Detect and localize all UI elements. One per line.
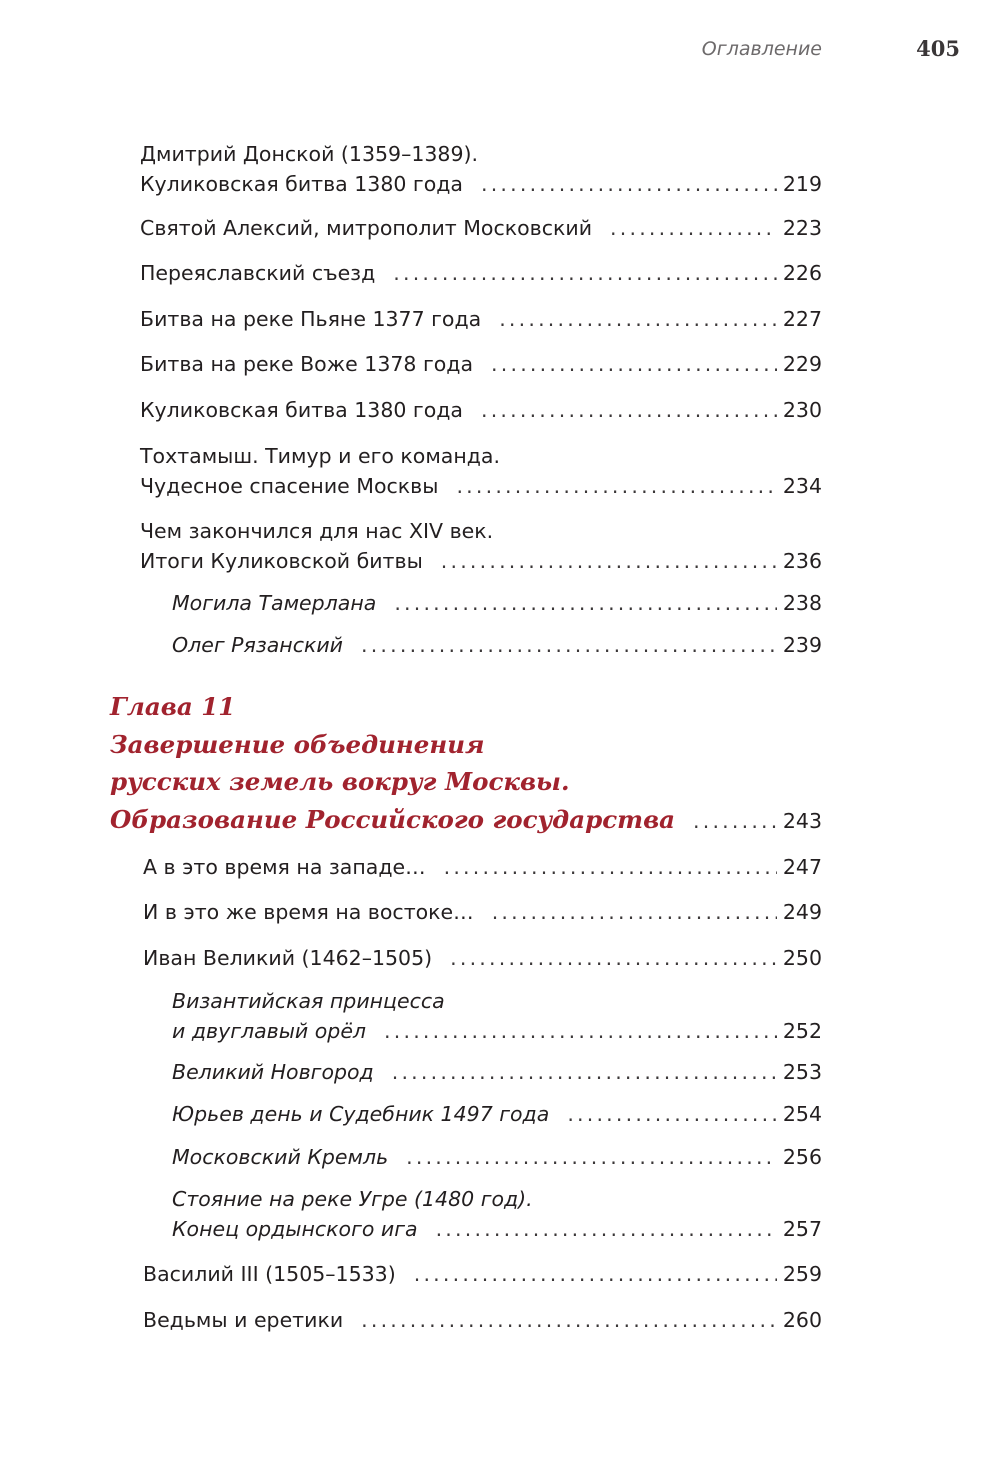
toc-page-number: 226	[782, 261, 822, 285]
toc-page-number: 259	[782, 1262, 822, 1286]
leader-dots	[481, 395, 777, 425]
leader-dots	[693, 803, 777, 841]
leader-dots	[361, 630, 777, 660]
toc-page-number: 223	[782, 216, 822, 240]
toc-subentry	[172, 1184, 822, 1244]
toc-page-number: 254	[782, 1102, 822, 1126]
toc-page-number: 234	[782, 474, 822, 498]
toc-page-number: 243	[782, 808, 822, 833]
toc-entry-title: Битва на реке Пьяне 1377 года	[140, 307, 482, 331]
leader-dots	[394, 588, 777, 618]
toc-entry-line: Стояние на реке Угре (1480 год).	[172, 1187, 533, 1211]
leader-dots	[492, 897, 777, 927]
leader-dots	[393, 258, 777, 288]
toc-page-number: 219	[782, 172, 822, 196]
leader-dots	[361, 1305, 777, 1335]
toc-entry	[140, 304, 822, 334]
leader-dots	[414, 1259, 777, 1289]
toc-entry-title: Конец ордынского ига	[172, 1217, 418, 1241]
toc-page-number: 260	[782, 1308, 822, 1332]
toc-entry-title: Василий III (1505–1533)	[143, 1262, 396, 1286]
toc-entry-title: Олег Рязанский	[172, 633, 343, 657]
toc-entry-title: Московский Кремль	[172, 1145, 389, 1169]
toc-page-number: 227	[782, 307, 822, 331]
page-number: 405	[916, 36, 960, 61]
leader-dots	[610, 213, 777, 243]
toc-entry-title: И в это же время на востоке…	[143, 900, 474, 924]
toc-page-number: 252	[782, 1019, 822, 1043]
toc-page-number: 239	[782, 633, 822, 657]
leader-dots	[441, 546, 777, 576]
leader-dots	[392, 1057, 777, 1087]
toc-page-number: 230	[782, 398, 822, 422]
leader-dots	[436, 1214, 777, 1244]
chapter-title-line: русских земель вокруг Москвы.	[110, 767, 570, 796]
toc-entry	[140, 139, 822, 199]
chapter-title-line: Образование Российского государства	[110, 804, 676, 834]
toc-entry-title: Юрьев день и Судебник 1497 года	[172, 1102, 550, 1126]
toc-entry-title: Ведьмы и еретики	[143, 1308, 344, 1332]
toc-entry	[143, 897, 822, 927]
toc-entry	[143, 1259, 822, 1289]
toc-entry-title: Куликовская битва 1380 года	[140, 398, 463, 422]
chapter-number: Глава 11	[110, 692, 236, 721]
toc-entry	[140, 441, 822, 501]
leader-dots	[499, 304, 777, 334]
toc-entry	[140, 258, 822, 288]
toc-subentry	[172, 986, 822, 1046]
toc-page-number: 236	[782, 549, 822, 573]
toc-page-number: 247	[782, 855, 822, 879]
toc-entry-line: Дмитрий Донской (1359–1389).	[140, 142, 479, 166]
toc-subentry	[172, 1057, 822, 1087]
toc-subentry	[172, 1099, 822, 1129]
toc-page-number: 249	[782, 900, 822, 924]
toc-page-number: 253	[782, 1060, 822, 1084]
toc-entry-title: Великий Новгород	[172, 1060, 374, 1084]
running-header-title: Оглавление	[701, 38, 822, 60]
toc-entry	[140, 516, 822, 576]
toc-entry-title: А в это время на западе…	[143, 855, 426, 879]
leader-dots	[456, 471, 776, 501]
toc-entry-title: Чудесное спасение Москвы	[140, 474, 439, 498]
toc-entry-title: Переяславский съезд	[140, 261, 376, 285]
toc-entry	[140, 349, 822, 379]
leader-dots	[444, 852, 777, 882]
toc-entry-line: Византийская принцесса	[172, 989, 445, 1013]
toc-entry-title: и двуглавый орёл	[172, 1019, 367, 1043]
toc-entry-title: Куликовская битва 1380 года	[140, 172, 463, 196]
toc-entry	[140, 213, 822, 243]
toc-entry	[143, 943, 822, 973]
leader-dots	[567, 1099, 777, 1129]
leader-dots	[491, 349, 777, 379]
toc-entry-line: Чем закончился для нас XIV век.	[140, 519, 494, 543]
toc-entry	[143, 852, 822, 882]
chapter-title-line: Завершение объединения	[110, 729, 485, 759]
toc-entry-title: Могила Тамерлана	[172, 591, 377, 615]
leader-dots	[384, 1016, 777, 1046]
toc-page-number: 238	[782, 591, 822, 615]
toc-entry	[140, 395, 822, 425]
toc-page-number: 229	[782, 352, 822, 376]
leader-dots	[406, 1142, 777, 1172]
toc-subentry	[172, 630, 822, 660]
leader-dots	[481, 169, 777, 199]
toc-entry-title: Итоги Куликовской битвы	[140, 549, 423, 573]
toc-subentry	[172, 1142, 822, 1172]
toc-entry-title: Битва на реке Воже 1378 года	[140, 352, 474, 376]
toc-entry-line: Тохтамыш. Тимур и его команда.	[140, 444, 501, 468]
leader-dots	[450, 943, 777, 973]
toc-page-number: 250	[782, 946, 822, 970]
toc-subentry	[172, 588, 822, 618]
toc-entry	[143, 1305, 822, 1335]
toc-entry-title: Иван Великий (1462–1505)	[143, 946, 433, 970]
toc-page-number: 257	[782, 1217, 822, 1241]
chapter-heading	[110, 688, 822, 840]
toc-page-number: 256	[782, 1145, 822, 1169]
toc-entry-title: Святой Алексий, митрополит Московский	[140, 216, 593, 240]
